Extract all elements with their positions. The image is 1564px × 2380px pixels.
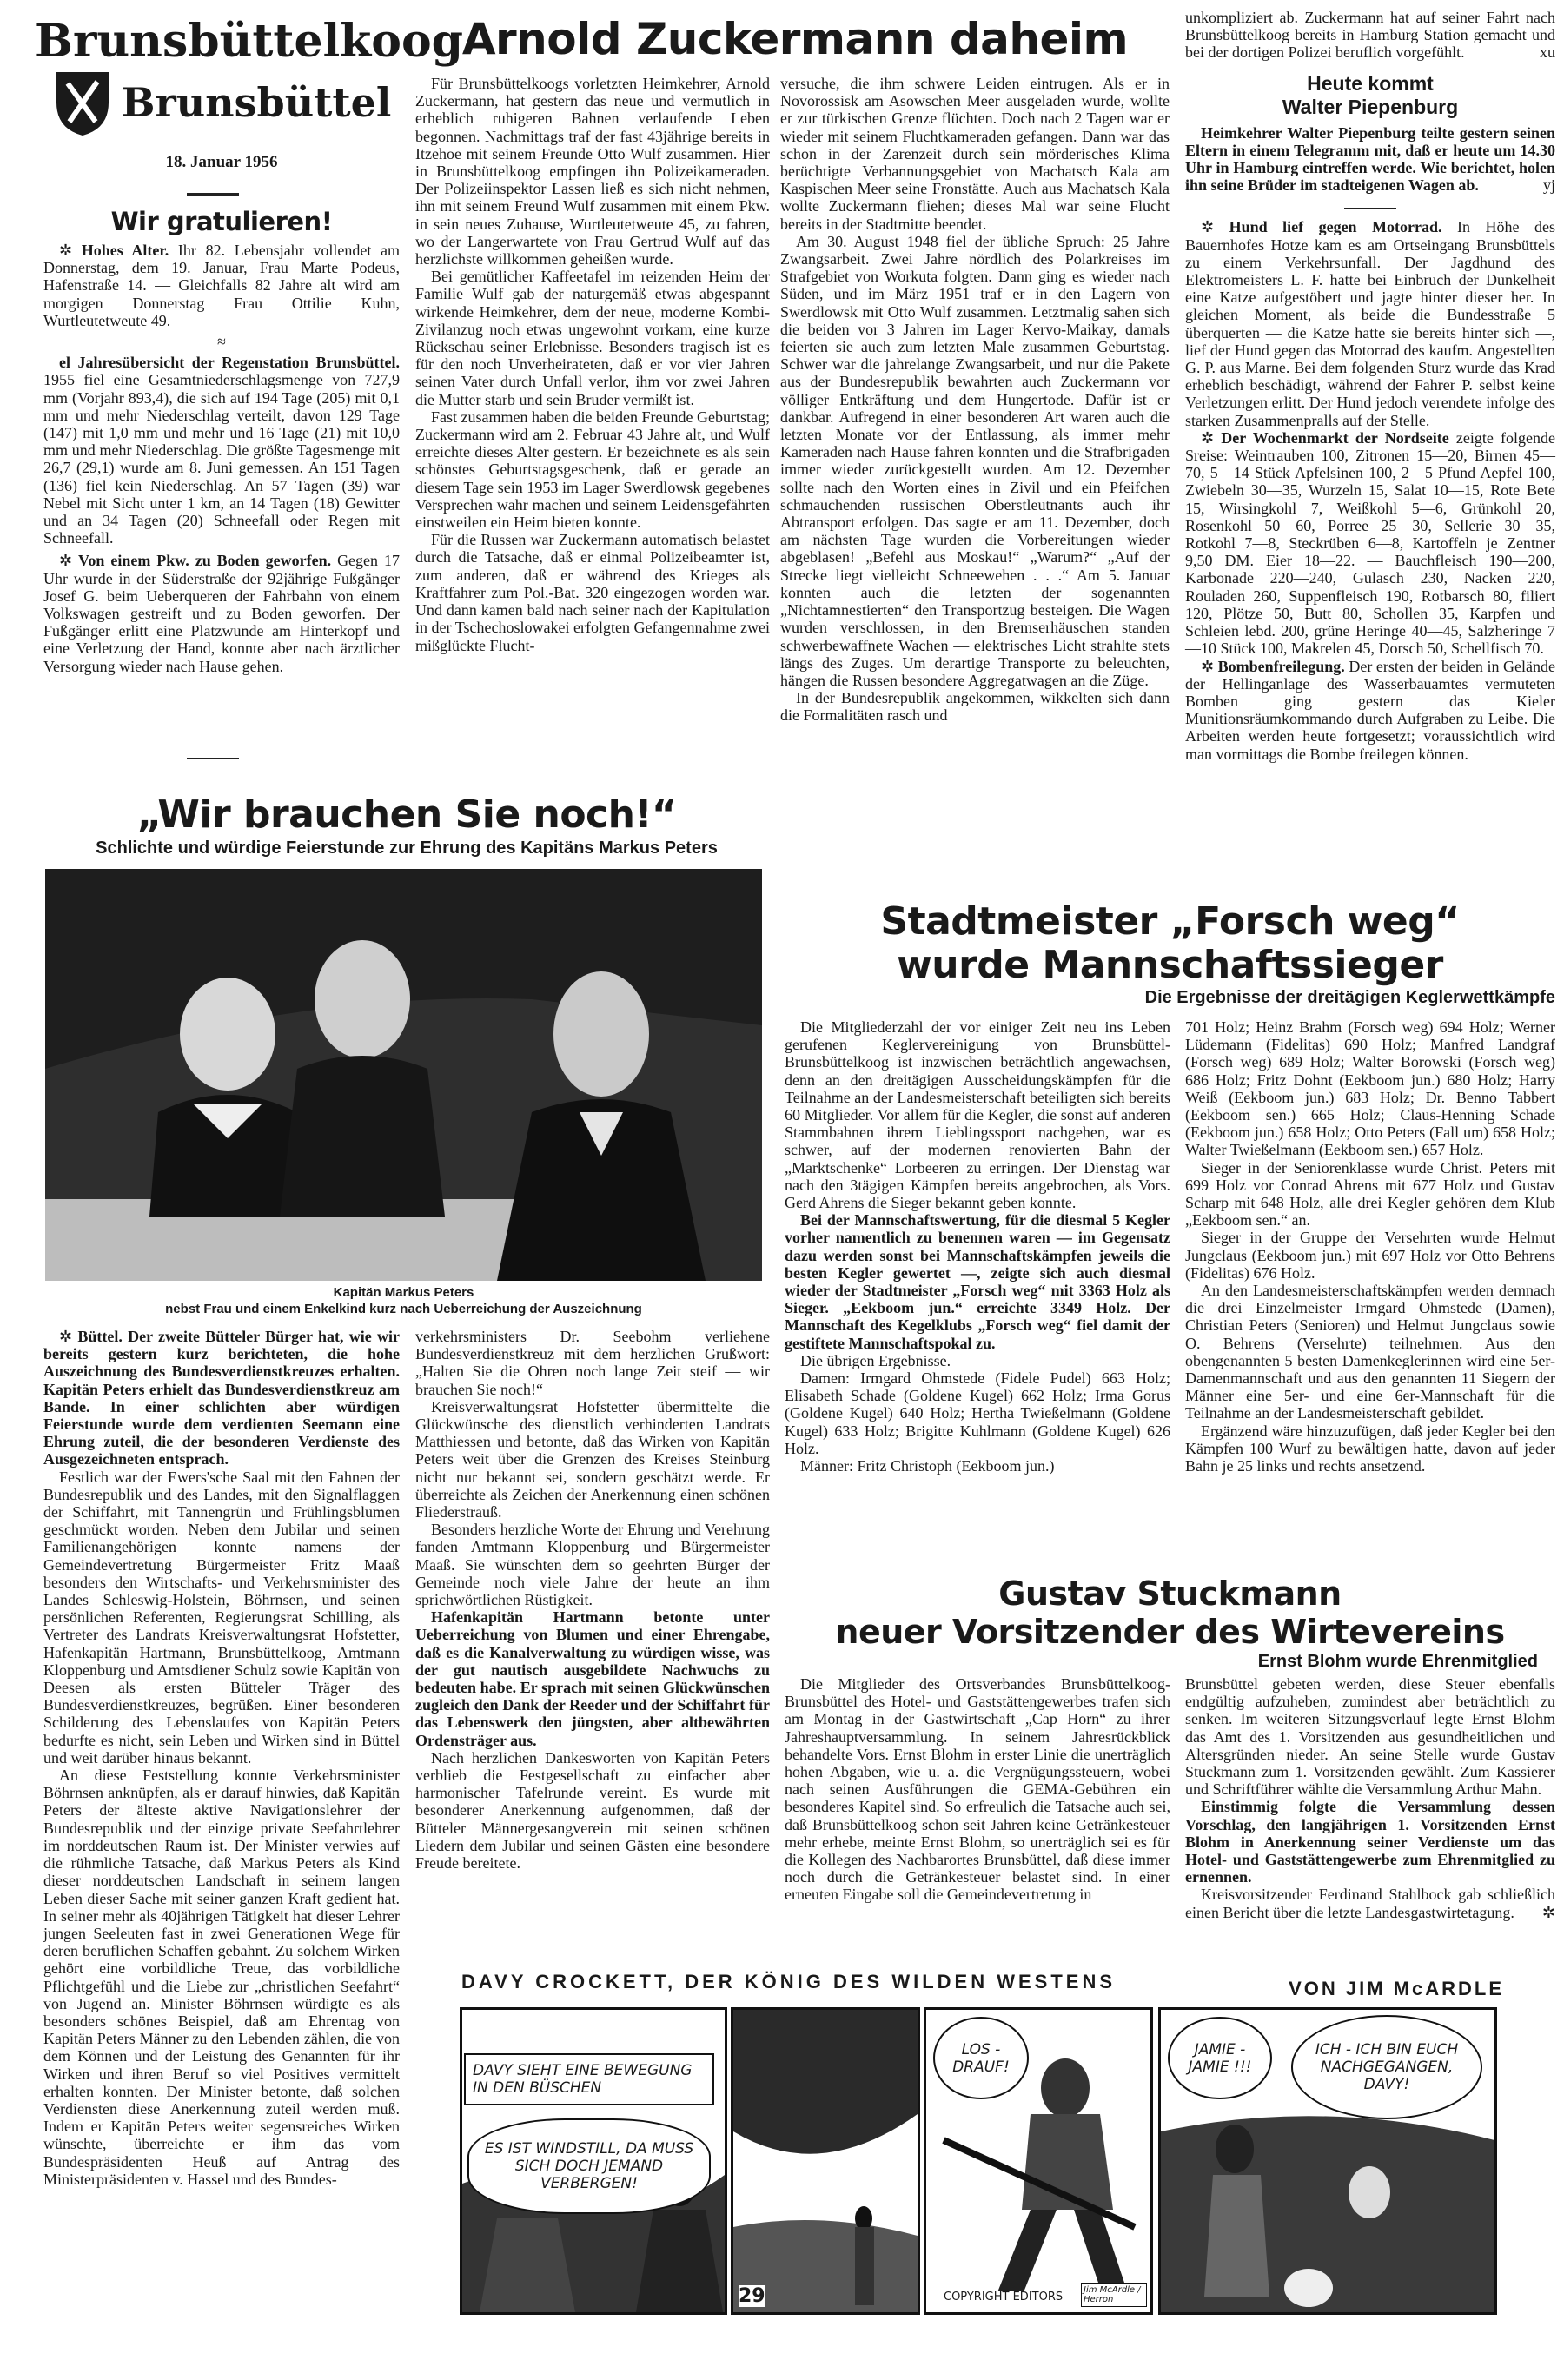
star-icon: ✲ bbox=[59, 242, 82, 259]
paragraph: Für Brunsbüttelkoogs vorletzten Heimkehrer, Arnold Zuckermann, hat gestern das neue und vermutlich in erheblich ruhigeren Bahnen verlaufende Leben begonnen. Nachmittags traf der fast 43jährige bereits in Itzehoe mit seinem Freunde Otto Wulf zusammen. Hier in Brunsbüttelkoog empfingen ihn Polizeikameraden. Der Polizeiinspektor Lassen ließ es sich nicht nehmen, ihn mit seinem Freund Wulf zusammen mit einem Pkw. in sein neues Zuhause, Wurtleutetweute 45, zu fahren, wo der Langerwartete von Frau Gertrud Wulf auf das herzlichste willkommen geheißen wurde. bbox=[415, 75, 770, 268]
item-text: Gegen 17 Uhr wurde in der Süderstraße der 92jährige Fußgänger Josef G. beim Ueberqueren der Fahrbahn von einem Volkswagen gestreift und zu Boden geworfen. Der Fußgänger erlitt eine Platzwunde am Hinterkopf und eine Verletzung der Hand, konnte aber nach ärztlicher Versorgung wieder nach Hause gehen. bbox=[43, 552, 400, 675]
zuckermann-col-1 bbox=[415, 75, 770, 792]
heading-line: neuer Vorsitzender des Wirtevereins bbox=[835, 1613, 1505, 1651]
item-lead: Hohes Alter. bbox=[81, 242, 169, 259]
caption-line: nebst Frau und einem Enkelkind kurz nach Ueberreichung der Auszeichnung bbox=[165, 1302, 642, 1316]
star-icon: ✲ bbox=[1201, 657, 1218, 675]
paragraph: Für die Russen war Zuckermann automatisch belastet durch die Tatsache, daß er einmal Polizeibeamter ist, zum anderen, daß er während des Krieges als Kraftfahrer zum Pol.-Bat. 320 eingezogen worden war. Und dann kamen bald nach seiner nach der Kapitulation in der Tschechoslowakei erfolgten Gefangennahme zwei mißglückte Flucht- bbox=[415, 531, 770, 654]
kegler-col-1 bbox=[785, 1018, 1170, 1557]
paragraph: Bei gemütlicher Kaffeetafel im reizenden Heim der Familie Wulf gab der naturgemäß etwas abgespannt wirkende Heimkehrer, dem der neue, moderne Kombi-Zivilanzug noch etwas ungewohnt vorkam, eine kurze Rückschau seiner Erlebnisse. Besonders tragisch ist es für den noch Unverheirateten, daß er vor vier Jahren seinen Vater durch Unfall verlor, ihm vor zwei Jahren die Mutter starb und sein Bruder vermißt ist. bbox=[415, 268, 770, 408]
paragraph: verkehrsministers Dr. Seebohm verliehene Bundesverdienstkreuz mit dem herzlichen Grußwort: „Halten Sie die Ohren noch lange Zeit steif — wir brauchen Sie noch!“ bbox=[415, 1328, 770, 1398]
author-initials: yj bbox=[1542, 176, 1555, 195]
heading-line: Stadtmeister „Forsch weg“ bbox=[880, 899, 1460, 944]
item-lead: Von einem Pkw. zu Boden geworfen. bbox=[78, 552, 332, 570]
paragraph: Hafenkapitän Hartmann betonte unter Ueberreichung von Blumen und einer Ehrengabe, daß es die Kanalverwaltung zu würdigen wisse, was der gut nautisch ausgebildete Nachwuchs zu bedeuten habe. Er sprach mit seinen Glückwünschen zugleich den Dank der Reeder und der Schiffahrt für das Lebenswerk den jüngsten, aber altbewährten Ordensträger aus. bbox=[415, 1608, 770, 1749]
caption-line: Kapitän Markus Peters bbox=[333, 1285, 474, 1300]
coat-of-arms-icon bbox=[52, 68, 113, 137]
peters-col-1 bbox=[43, 1328, 400, 2318]
comic-panel-2 bbox=[731, 2007, 920, 2315]
peters-headline: „Wir brauchen Sie noch!“ bbox=[136, 792, 677, 837]
comic-author: VON JIM McARDLE bbox=[1289, 1978, 1504, 1999]
star-icon: ✲ bbox=[1541, 1903, 1555, 1921]
item-text: Ihr 82. Lebensjahr vollendet am Donnerstag, dem 19. Januar, Frau Marte Podeus, Hafenstraße 14. — Gleichfalls 82 Jahre alt wird am morgigen Donnerstag Frau Ottilie Kuhn, Wurtleutetweute 49. bbox=[43, 242, 400, 329]
comic-panel-4 bbox=[1158, 2007, 1497, 2315]
paragraph: Bei der Mannschaftswertung, für die diesmal 5 Kegler vorher namentlich zu benennen waren — im Gegensatz dazu werden sonst bei Mannschaftskämpfen jeweils die besten Kegler gewertet —, zeigte sich auch diesmal wieder der Stadtmeister „Forsch weg“ mit 3363 Holz als Sieger. „Eekboom jun.“ erreichte 3349 Holz. Der Mannschaft des Kegelklubs „Forsch weg“ fiel damit der gestiftete Mannschaftspokal zu. bbox=[785, 1211, 1170, 1352]
paragraph: Die Mitgliederzahl der vor einiger Zeit neu ins Leben gerufenen Keglervereinigung von Brunsbüttel-Brunsbüttelkoog ist inzwischen beträchtlich angewachsen, denn an den dreitägigen Ausscheidungskämpfen für die Teilnahme an der Landesmeisterschaft beteiligten sich bereits 60 Mitglieder. Vor allem für die Kegler, die sonst auf anderen Stammbahnen ihrem Lieblingssport nachgehen, war es schwer, auf der modernen renovierten Bahn der „Marktschenke“ Lorbeeren zu erringen. Der Dienstag war nach den 3tägigen Kämpfen bereits angebrochen, als Vors. Gerd Ahrens die Sieger bekannt geben konnte. bbox=[785, 1018, 1170, 1212]
paragraph: Ergänzend wäre hinzuzufügen, daß jeder Kegler bei den Kämpfen 100 Wurf zu bewältigen hatte, davon auf jeder Bahn je 25 links und rechts ansetzend. bbox=[1185, 1422, 1555, 1475]
masthead bbox=[35, 15, 464, 189]
paragraph: Männer: Fritz Christoph (Eekboom jun.) bbox=[800, 1457, 1055, 1475]
item-text: Der ersten der beiden in Gelände der Hellinganlage des Wasserbauamtes vermuteten Bomben ging gestern das Kieler Munitionsräumkommando durch Aufgraben zu Leibe. Die Arbeiten werden heute fortgesetzt; voraussichtlich wird man vormittags die Bombe freilegen können. bbox=[1185, 657, 1555, 763]
paragraph: Die übrigen Ergebnisse. bbox=[800, 1351, 951, 1369]
zuckermann-col-2 bbox=[780, 75, 1170, 883]
item-text: zeigte folgende Sreise: Weintrauben 100, Zitronen 15—20, Birnen 45—70, 5—14 Stück Apfelsinen 100, 2—5 Pfund Aepfel 100, Zwiebeln 30—35, Wurzeln 15, Salat 10—15, Rote Bete 15, Wirsingkohl 7, Weißkohl 5—6, Grünkohl 20, Rosenkohl 50—60, Porree 25—30, Sellerie 30—35, Rotkohl 7—8, Steckrüben 6—8, Kartoffeln je Zentner 9,50 DM. Eier 18—22. — Bauchfleisch 190—200, Karbonade 220—240, Gulasch 230, Nacken 220, Rouladen 260, Suppenfleisch 190, Rotbarsch 80, filiert 120, Plötze 50, Butt 80, Schollen 35, Karpfen und Schleien lebd. 200, grüne Heringe 40—45, Salzheringe 7—10 Stück 100, Makrelen 45, Dorsch 50, Schellfisch 70. bbox=[1185, 428, 1555, 658]
author-initials: xu bbox=[1540, 43, 1555, 62]
paragraph: Besonders herzliche Worte der Ehrung und Verehrung fanden Amtmann Kloppenburg und Bürgermeister Maaß. Sie wünschten dem so geehrten Bürger der Gemeinde noch viele Jahre der heute an ihm sprichwörtlichen Rüstigkeit. bbox=[415, 1521, 770, 1609]
comic-panel-3 bbox=[924, 2007, 1153, 2315]
paragraph: Brunsbüttel gebeten werden, diese Steuer ebenfalls endgültig aufzuheben, zumindest aber beträchtlich zu senken. Im weiteren Sitzungsverlauf legte Ernst Blohm das Amt des 1. Vorsitzenden aus gesundheitlichen und Altersgründen nieder. An seine Stelle wurde Gustav Stuckmann zum 1. Vorsitzenden gewählt. Zum Kassierer und Schriftführer wählte die Versammlung Arthur Mahn. bbox=[1185, 1675, 1555, 1799]
paragraph: Sieger in der Gruppe der Versehrten wurde Helmut Jungclaus (Eekboom jun.) mit 697 Holz vor Otto Behrens (Fidelitas) 676 Holz. bbox=[1185, 1229, 1555, 1282]
star-icon: ✲ bbox=[1201, 428, 1222, 447]
paragraph: An den Landesmeisterschaftskämpfen werden demnach die drei Einzelmeister Irmgard Ohmstede (Damen), Christian Peters (Senioren) und Helmut Jungclaus sowie O. Behrens (Versehrte) teilnehmen. Aus den obengenannten 5 besten Damenkeglerinnen wird eine 5er-Damenmannschaft und aus den genannten 11 Siegern der Männer eine 5er- und eine 6er-Mannschaft für die Teilnahme an der Landesmeisterschaft gebildet. bbox=[1185, 1282, 1555, 1422]
item-text: 1955 fiel eine Gesamtniederschlagsmenge von 727,9 mm (Vorjahr 893,4), die sich auf 194 Tage (205) mit 0,1 mm und mehr Niederschlag verteilt, davon 129 Tage (147) mit 1,0 mm und mehr und 16 Tage (21) mit 10,0 mm und mehr Niederschlag. Die größte Tagesmenge mit 26,7 (29,1) wurde am 8. Juni gemessen. An 151 Tagen (136) fiel kein Niederschlag. An 57 Tagen (39) war Nebel mit Sicht unter 1 km, an 14 Tagen (18) Gewitter und an 34 Tagen (20) Schneefall oder Regen mit Schneefall. bbox=[43, 371, 400, 547]
paragraph: In der Bundesrepublik angekommen, wikkelten sich dann die Formalitäten rasch und bbox=[780, 689, 1170, 725]
strip-number: 29 bbox=[739, 2285, 765, 2307]
comic-strip bbox=[453, 1966, 1556, 2322]
column-4 bbox=[1185, 9, 1555, 930]
kegler-subheadline: Die Ergebnisse der dreitägigen Keglerwettkämpfe bbox=[1144, 988, 1555, 1007]
divider bbox=[187, 758, 239, 759]
copyright-notice: COPYRIGHT EDITORS bbox=[944, 2291, 1064, 2304]
paragraph: Kreisvorsitzender Ferdinand Stahlbock gab schließlich einen Bericht über die letzte Landesgastwirtetagung. bbox=[1185, 1886, 1555, 1921]
heading-line: Walter Piepenburg bbox=[1282, 95, 1459, 118]
item-lead: Hund lief gegen Motorrad. bbox=[1229, 218, 1442, 236]
heading-line: Heute kommt bbox=[1307, 71, 1434, 95]
speech-balloon: JAMIE - JAMIE !!! bbox=[1168, 2017, 1272, 2099]
kegler-col-2 bbox=[1185, 1018, 1555, 1557]
speech-balloon: LOS - DRAUF! bbox=[933, 2017, 1029, 2099]
heading-line: Gustav Stuckmann bbox=[998, 1575, 1342, 1613]
item-lead: el Jahresübersicht der Regenstation Brunsbüttel. bbox=[59, 354, 400, 372]
paragraph: 701 Holz; Heinz Brahm (Forsch weg) 694 Holz; Werner Lüdemann (Fidelitas) 690 Holz; Manfred Landgraf (Forsch weg) 689 Holz; Walter Borowski (Forsch weg) 686 Holz; Fritz Dohnt (Eekboom jun.) 680 Holz; Harry Weiß (Eekboom jun.) 683 Holz; Dr. Benno Tabbert (Eekboom sen.) 665 Holz; Claus-Henning Schade (Eekboom jun.) 658 Holz; Otto Peters (Fall um) 658 Holz; Walter Twießelmann (Eekboom sen.) 657 Holz. bbox=[1185, 1018, 1555, 1159]
panel-drawing bbox=[733, 2010, 918, 2312]
peters-heading bbox=[43, 792, 770, 859]
paragraph: Einstimmig folgte die Versammlung dessen Vorschlag, den langjährigen 1. Vorsitzenden Ernst Blohm in Anerkennung seiner Verdienste um das Hotel- und Gaststättengewerbe zum Ehrenmitglied zu ernennen. bbox=[1185, 1798, 1555, 1886]
paragraph: Heimkehrer Walter Piepenburg teilte gestern seinen Eltern in einem Telegramm mit, daß er heute um 14.30 Uhr in Hamburg eintreffen werde. Wie berichtet, holen ihn seine Brüder im stadteigenen Wagen ab. bbox=[1185, 123, 1555, 195]
comic-panel-1 bbox=[460, 2007, 727, 2315]
item-text: In Höhe des Bauernhofes Hotze kam es am Ortseingang Brunsbüttels zu einem Verkehrsunfall. Der Jagdhund des Elektromeisters L. F. hatte bei Einbruch der Dunkelheit eine Katze aufgestöbert und jagte hinter dieser her. In gleichen Moment, als beide die Bundesstraße 5 überquerten — die Katze hatte sie bereits hinter sich —, lief der Hund gegen das Motorrad des kaufm. Angestellten G. P. aus Marne. Bei dem folgenden Sturz wurde das Krad erheblich beschädigt, während der Fahrer P. selbst keine Verletzungen erlitt. Der Hund jedoch verendete infolge des starken Zusammenpralls auf der Stelle. bbox=[1185, 218, 1556, 429]
paragraph: Sieger in der Seniorenklasse wurde Christ. Peters mit 699 Holz vor Conrad Ahrens mit 677 Holz und Gustav Scharp mit 648 Holz, alle drei Kegler gehören dem Klub „Eekboom sen.“ an. bbox=[1185, 1158, 1555, 1230]
speech-balloon: ICH - ICH BIN EUCH NACHGEGANGEN, DAVY! bbox=[1291, 2015, 1482, 2119]
peters-photo bbox=[45, 869, 762, 1281]
masthead-subtitle: Brunsbüttel bbox=[121, 79, 392, 126]
divider-mark: ≈ bbox=[217, 333, 226, 351]
gratulieren-section bbox=[43, 207, 400, 754]
speech-balloon: ES IST WINDSTILL, DA MUSS SICH DOCH JEMAND VERBERGEN! bbox=[467, 2118, 711, 2214]
paragraph: Fast zusammen haben die beiden Freunde Geburtstag; Zuckermann wird am 2. Februar 43 Jahre alt, und Wulf erreichte dieses Alter gestern. Er bezeichnete es als sein schönstes Geburtstagsgeschenk, daß er gerade an diesem Tage sein 1953 im Lager Swerdlowsk gegebenes Versprechen wahr machen und seinem Leidensgefährten einstweilen ein Heim bieten konnte. bbox=[415, 408, 770, 532]
issue-date: 18. Januar 1956 bbox=[165, 153, 278, 171]
heading-line: wurde Mannschaftssieger bbox=[897, 943, 1443, 987]
star-icon: ✲ bbox=[59, 552, 79, 570]
paragraph: An diese Feststellung konnte Verkehrsminister Böhrnsen anknüpfen, als er darauf hinwies, daß Kapitän Peters der älteste aktive Navigationslehrer der Bundesrepublik und der einzige private Seefahrtlehrer im norddeutschen Raum ist. Der Minister verwies auf die rühmliche Tatsache, daß Markus Peters als Kind dieser norddeutschen Landschaft in seinem langen Leben dieser Sache mit seiner ganzen Kraft gedient hat. In seiner mehr als 40jährigen Tätigkeit hat dieser Lehrer jungen Seeleuten fast in zwei Generationen Wege für deren beruflichen Schaffen gebahnt. Zu solchem Wirken gehört eine vorbildliche Treue, das vorbildliche Pflichtgefühl und die Liebe zur „christlichen Seefahrt“ von Jugend an. Minister Böhrnsen würdigte es als besonders schönes Beispiel, daß am Ehrentag von Kapitän Peters Männer zu den Lebenden zählen, die von dem Können und der Leistung des Genannten für ihr Wirken und ihren Beruf so viel Positives vermittelt erhalten konnten. Der Minister betonte, daß solchen Verdiensten diese Anerkennung zuteil werden muß. Indem er Kapitän Peters weiter segensreiches Wirken wünschte, überreichte er ihm das vom Bundespräsidenten Heuß auf Antrag des Ministerpräsidenten v. Hassel und des Bundes- bbox=[43, 1767, 400, 2188]
item-text: Der zweite Bütteler Bürger hat, wie wir bereits gestern kurz berichteten, die hohe Auszeichnung des Bundesverdienstkreuzes erhalten. Kapitän Peters erhielt das Bundesverdienstkreuz am Bande. In einer schlichten aber würdigen Feierstunde wurde dem verdienten Seemann eine Ehrung zuteil, die der besonderen Verdienste des Ausgezeichneten entsprach. bbox=[43, 1328, 400, 1468]
wirte-subheadline: Ernst Blohm wurde Ehrenmitglied bbox=[1257, 1652, 1538, 1671]
paragraph: Festlich war der Ewers'sche Saal mit den Fahnen der Bundesrepublik und des Landes, mit den Signalflaggen der Schiffahrt, mit Tannengrün und Frühlingsblumen geschmückt worden. Neben dem Jubilar und seinen Familienangehörigen konnte namens der Gemeindevertretung Bürgermeister Fritz Maaß besonders den Wirtschafts- und Verkehrsminister des Landes Schleswig-Holstein, Böhrnsen, und seinen persönlichen Referenten, Regierungsrat Schilling, als Vertreter des Landrats Kreisverwaltungsrat Hofstetter, Hafenkapitän Hartmann, Brunsbüttelkoog, Amtmann Kloppenburg und Amtsdiener Schulz sowie Kapitän von Deesen als ersten Bütteler Träger des Bundesverdienstkreuzes, begrüßen. Einer besonderen Schilderung des Lebenslaufes von Kapitän Peters bedurfte es nicht, sein Leben und Wirken sind in Büttel und weit darüber hinaus bekannt. bbox=[43, 1468, 400, 1767]
paragraph: versuche, die ihm schwere Leiden eintrugen. Als er in Novorossisk am Asowschen Meer ausgeladen wurde, wollte er zur türkischen Grenze flüchten. Doch nach 2 Tagen war er wieder mit seinem Fluchtkameraden gefangen. Dann war das schon in der Zarenzeit durch sein mörderisches Klima berüchtigte Verbannungsgebiet von Machatsch Kala am Kaspischen Meer seine Fronstätte. Auch aus Machatsch Kala wollte Zuckermann fliehen; dieses Mal war seine Flucht bereits in der Stadtmitte beendet. bbox=[780, 75, 1170, 233]
item-lead: Büttel. bbox=[77, 1328, 123, 1345]
paragraph: Nach herzlichen Dankesworten von Kapitän Peters verblieb die Festgesellschaft zu einfacher aber harmonischer Tafelrunde vereint. Es wurde mit besonderer Anerkennung aufgenommen, daß der Bütteler Männergesangverein mit seinen schönen Liedern dem Jubilar und seinen Gästen eine besondere Freude bereitete. bbox=[415, 1748, 770, 1873]
photo-image bbox=[45, 869, 762, 1281]
photo-caption bbox=[45, 1284, 762, 1317]
piepenburg-heading bbox=[1185, 72, 1555, 119]
comic-title: DAVY CROCKETT, DER KÖNIG DES WILDEN WESTENS bbox=[461, 1971, 1117, 1992]
divider bbox=[1344, 208, 1396, 209]
kegler-heading bbox=[785, 900, 1555, 1008]
masthead-title: Brunsbüttelkoog bbox=[35, 15, 464, 68]
zuckermann-headline: Arnold Zuckermann daheim bbox=[461, 14, 1129, 64]
comic-caption: DAVY SIEHT EINE BEWEGUNG IN DEN BÜSCHEN bbox=[464, 2053, 714, 2105]
artist-signature: Jim McArdle / Herron bbox=[1081, 2283, 1147, 2307]
star-icon: ✲ bbox=[1201, 218, 1229, 236]
paragraph: unkompliziert ab. Zuckermann hat auf seiner Fahrt nach Brunsbüttelkoog bereits in Hamburg Station gemacht und bei der dortigen Polizei beruflich vorgefühlt. bbox=[1185, 9, 1555, 62]
wirte-heading bbox=[785, 1575, 1555, 1672]
star-icon: ✲ bbox=[59, 1328, 78, 1345]
peters-subheadline: Schlichte und würdige Feierstunde zur Ehrung des Kapitäns Markus Peters bbox=[96, 839, 718, 858]
paragraph: Damen: Irmgard Ohmstede (Fidele Pudel) 663 Holz; Elisabeth Schade (Goldene Kugel) 662 Holz; Irma Gorus (Goldene Kugel) 640 Holz; Hertha Twießelmann (Goldene Kugel) 633 Holz; Brigitte Kuhlmann (Goldene Kugel) 626 Holz. bbox=[785, 1369, 1170, 1457]
paragraph: Am 30. August 1948 fiel der übliche Spruch: 25 Jahre Zwangsarbeit. Zwei Jahre nördlich des Polarkreises im Strafgebiet von Workuta folgten. Dann ging es wieder nach Süden, und im März 1951 traf er in den Lagern von Swerdlowsk mit Otto Wulf zusammen. Letztmalig sahen sich die beiden vor 3 Jahren im Lager Kervo-Maikay, damals feierten sie auch zum letzten Male zusammen Geburtstag. Schwer war die jahrelange Zwangsarbeit, und nur die Pakete aus der Bundesrepublik bewahrten auch Zuckermann vor völliger Entkräftung und dem Hungertode. Dafür ist er dankbar. Aufregend in einer besonderen Art waren auch die letzten Monate vor der Entlassung, als immer mehr Kameraden nach Hause fahren konnten und die Strafbrigaden immer wieder zurückgestellt wurden. Am 12. Dezember sollte nach den Worten eines in Zivil und ein Pfeifchen schmauchenden russischen Oberstleutnants auch ihr Abtransport erfolgen. Das sagte er am 11. Dezember, doch am nächsten Tage wurden die Vorbereitungen wieder abgeblasen! „Befehl aus Moskau!“ „Warum?“ „Auf der Strecke liegt vielleicht Schneewehen . . .“ Am 5. Januar konnten auch die letzten der sogenannten „Nichtamnestierten“ den Transportzug besteigen. Die Wagen wurden verschlossen, in den Bremserhäuschen standen schwerbewaffnete Wachen — elektrisches Licht strahlte stets längs des Zuges. Um derartige Transporte zu beleuchten, hängen die Russen besondere Aggregatwagen an die Züge. bbox=[780, 232, 1170, 689]
paragraph: Kreisverwaltungsrat Hofstetter übermittelte die Glückwünsche des dienstlich verhinderten Landrats Matthiessen und betonte, daß das Wirken von Kapitän Peters weit über die Grenzen des Kreises Steinburg nicht nur bekannt sei, sondern geschätzt werde. Er überreichte als Zeichen der Anerkennung einen schönen Fliederstrauß. bbox=[415, 1397, 770, 1521]
item-lead: Der Wochenmarkt der Nordseite bbox=[1221, 428, 1449, 447]
wirte-col-2 bbox=[1185, 1675, 1555, 1952]
peters-col-2 bbox=[415, 1328, 770, 1945]
item-lead: Bombenfreilegung. bbox=[1217, 657, 1345, 675]
paragraph: Die Mitglieder des Ortsverbandes Brunsbüttelkoog-Brunsbüttel des Hotel- und Gaststättengewerbes trafen sich am Montag in der Gastwirtschaft „Cap Horn“ zu ihrer Jahreshauptversammlung. In seinem Jahresrückblick behandelte Vors. Ernst Blohm in erster Linie die unerträglich hohen Abgaben, wie u. a. die Vergnügungssteuern, wobei nach seinen Ausführungen die GEMA-Gebühren ein besonderes Kapitel sind. So erfreulich die Tatsache auch sei, daß Brunsbüttelkoog schon seit Jahren keine Getränkesteuer mehr erhebe, meinte Ernst Blohm, so unerträglich sei es für die Kollegen des Nachbarortes Brunsbüttel, daß diese immer noch durch die Getränkesteuer belastet sind. In einer erneuten Eingabe soll die Gemeindevertretung in bbox=[785, 1675, 1170, 1904]
gratulieren-heading: Wir gratulieren! bbox=[110, 207, 333, 236]
divider bbox=[187, 193, 239, 196]
wirte-col-1 bbox=[785, 1675, 1170, 1952]
